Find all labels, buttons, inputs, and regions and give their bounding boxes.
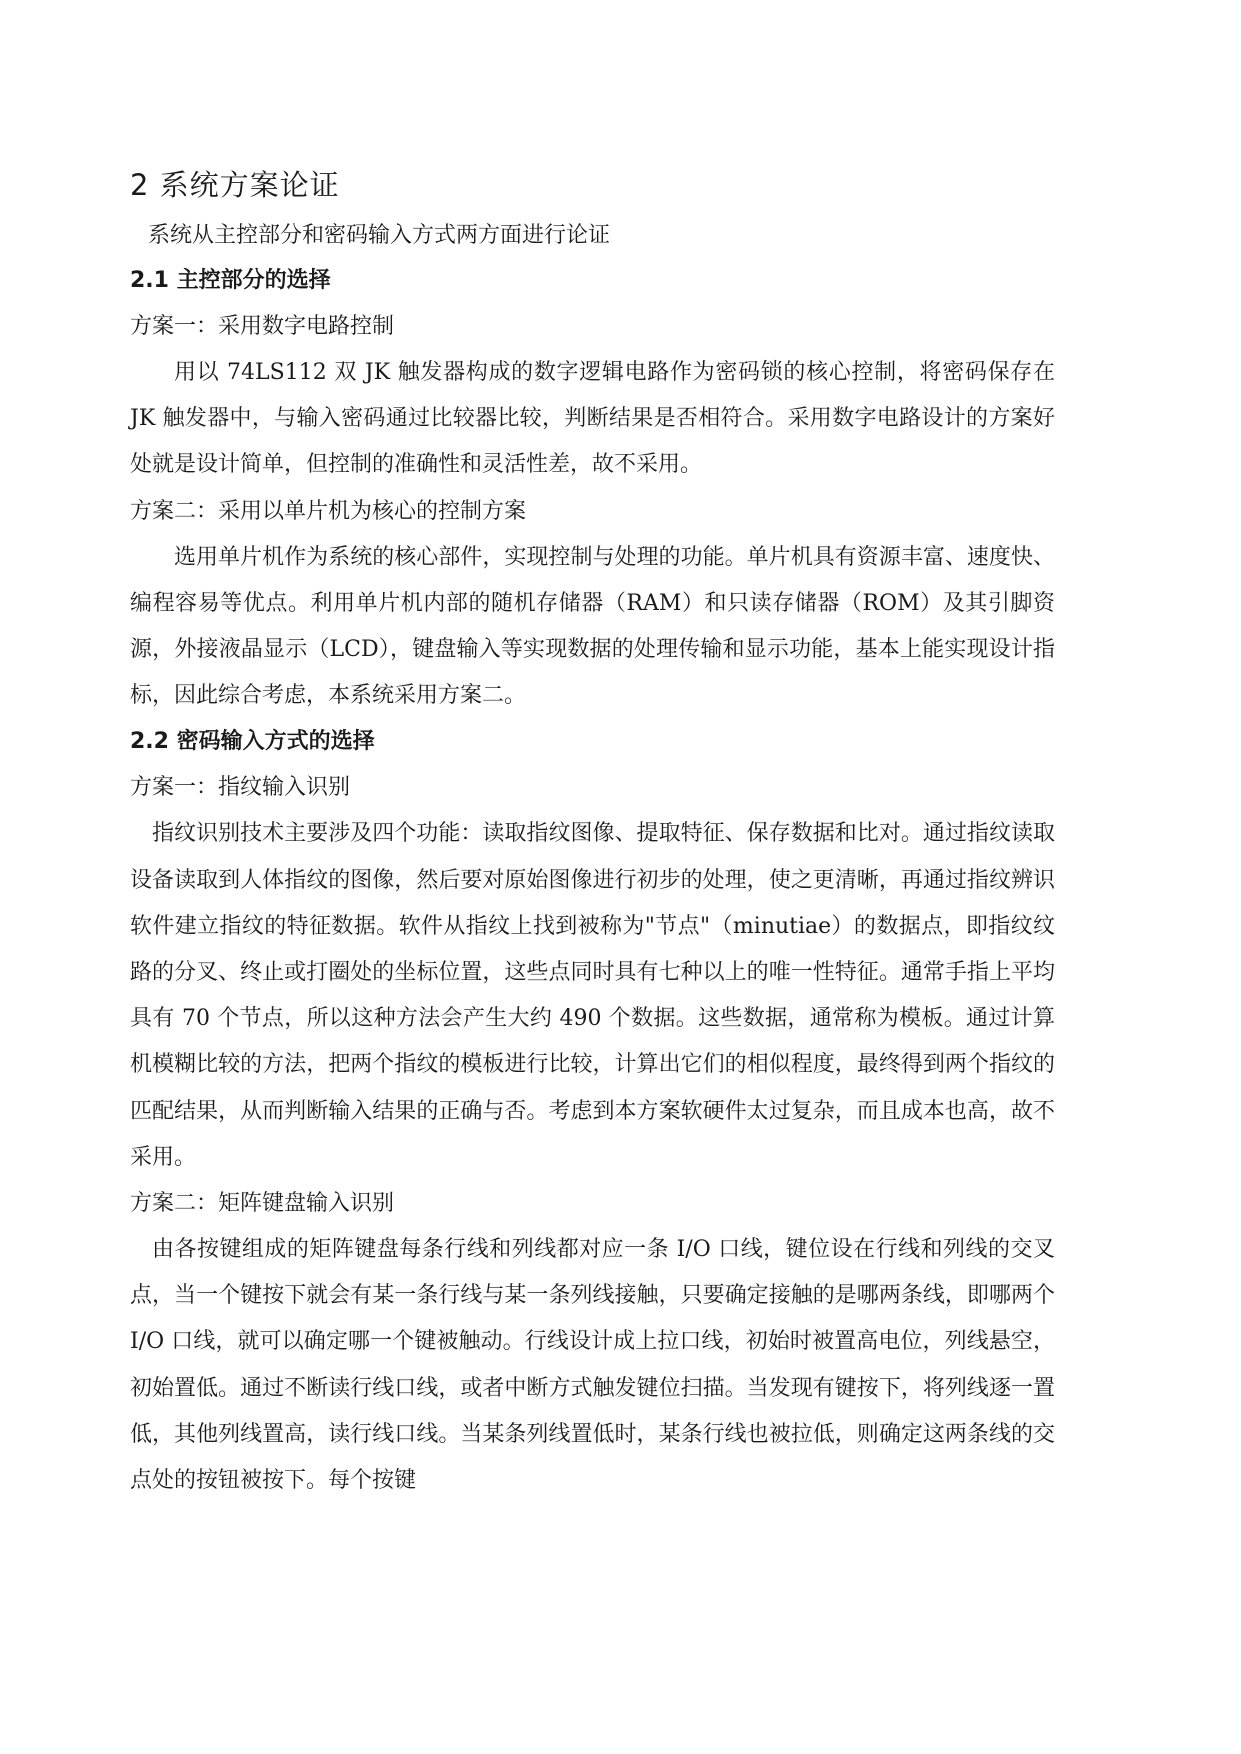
page-content bbox=[130, 158, 1055, 1504]
scheme-title: 方案二：采用以单片机为核心的控制方案 bbox=[130, 498, 527, 524]
chapter-intro: 系统从主控部分和密码输入方式两方面进行论证 bbox=[148, 223, 611, 248]
scheme-body: 指纹识别技术主要涉及四个功能：读取指纹图像、提取特征、保存数据和比对。通过指纹读取设备读取到人体指纹的图像，然后要对原始图像进行初步的处理，使之更清晰，再通过指纹辨识软件建立指纹的特征数据。软件从指纹上找到被称为"节点"（minutiae）的数据点，即指纹纹路的分叉、终止或打圈处的坐标位置，这些点同时具有七种以上的唯一性特征。通常手指上平均具有 70 个节点，所以这种方法会产生大约 490 个数据。这些数据，通常称为模板。通过计算机模糊比较的方法，把两个指纹的模板进行比较，计算出它们的相似程度，最终得到两个指纹的匹配结果，从而判断输入结果的正确与否。考虑到本方案软硬件太过复杂，而且成本也高，故不采用。 bbox=[130, 821, 1055, 1170]
scheme-body: 由各按键组成的矩阵键盘每条行线和列线都对应一条 I/O 口线，键位设在行线和列线的交叉点，当一个键按下就会有某一条行线与某一条列线接触，只要确定接触的是哪两条线，即哪两个 I/O 口线，就可以确定哪一个键被触动。行线设计成上拉口线，初始时被置高电位，列线悬空，初始置低。通过不断读行线口线，或者中断方式触发键位扫描。当发现有键按下，将列线逐一置低，其他列线置高，读行线口线。当某条列线置低时，某条行线也被拉低，则确定这两条线的交点处的按钮被按下。每个按键 bbox=[130, 1237, 1055, 1494]
section-main-control bbox=[130, 258, 1055, 719]
chapter-title: 2 系统方案论证 bbox=[130, 168, 340, 202]
scheme-title: 方案二：矩阵键盘输入识别 bbox=[130, 1191, 395, 1217]
scheme-body: 用以 74LS112 双 JK 触发器构成的数字逻辑电路作为密码锁的核心控制，将密码保存在 JK 触发器中，与输入密码通过比较器比较，判断结果是否相符合。采用数字电路设计的方案好处就是设计简单，但控制的准确性和灵活性差，故不采用。 bbox=[130, 360, 1055, 478]
section-heading: 2.1 主控部分的选择 bbox=[130, 268, 331, 293]
scheme-title: 方案一：采用数字电路控制 bbox=[130, 314, 395, 339]
scheme-title: 方案一：指纹输入识别 bbox=[130, 775, 351, 801]
section-heading: 2.2 密码输入方式的选择 bbox=[130, 729, 375, 755]
section-password-input bbox=[130, 719, 1055, 1504]
scheme-body: 选用单片机作为系统的核心部件，实现控制与处理的功能。单片机具有资源丰富、速度快、编程容易等优点。利用单片机内部的随机存储器（RAM）和只读存储器（ROM）及其引脚资源，外接液晶显示（LCD），键盘输入等实现数据的处理传输和显示功能，基本上能实现设计指标，因此综合考虑，本系统采用方案二。 bbox=[130, 544, 1055, 709]
